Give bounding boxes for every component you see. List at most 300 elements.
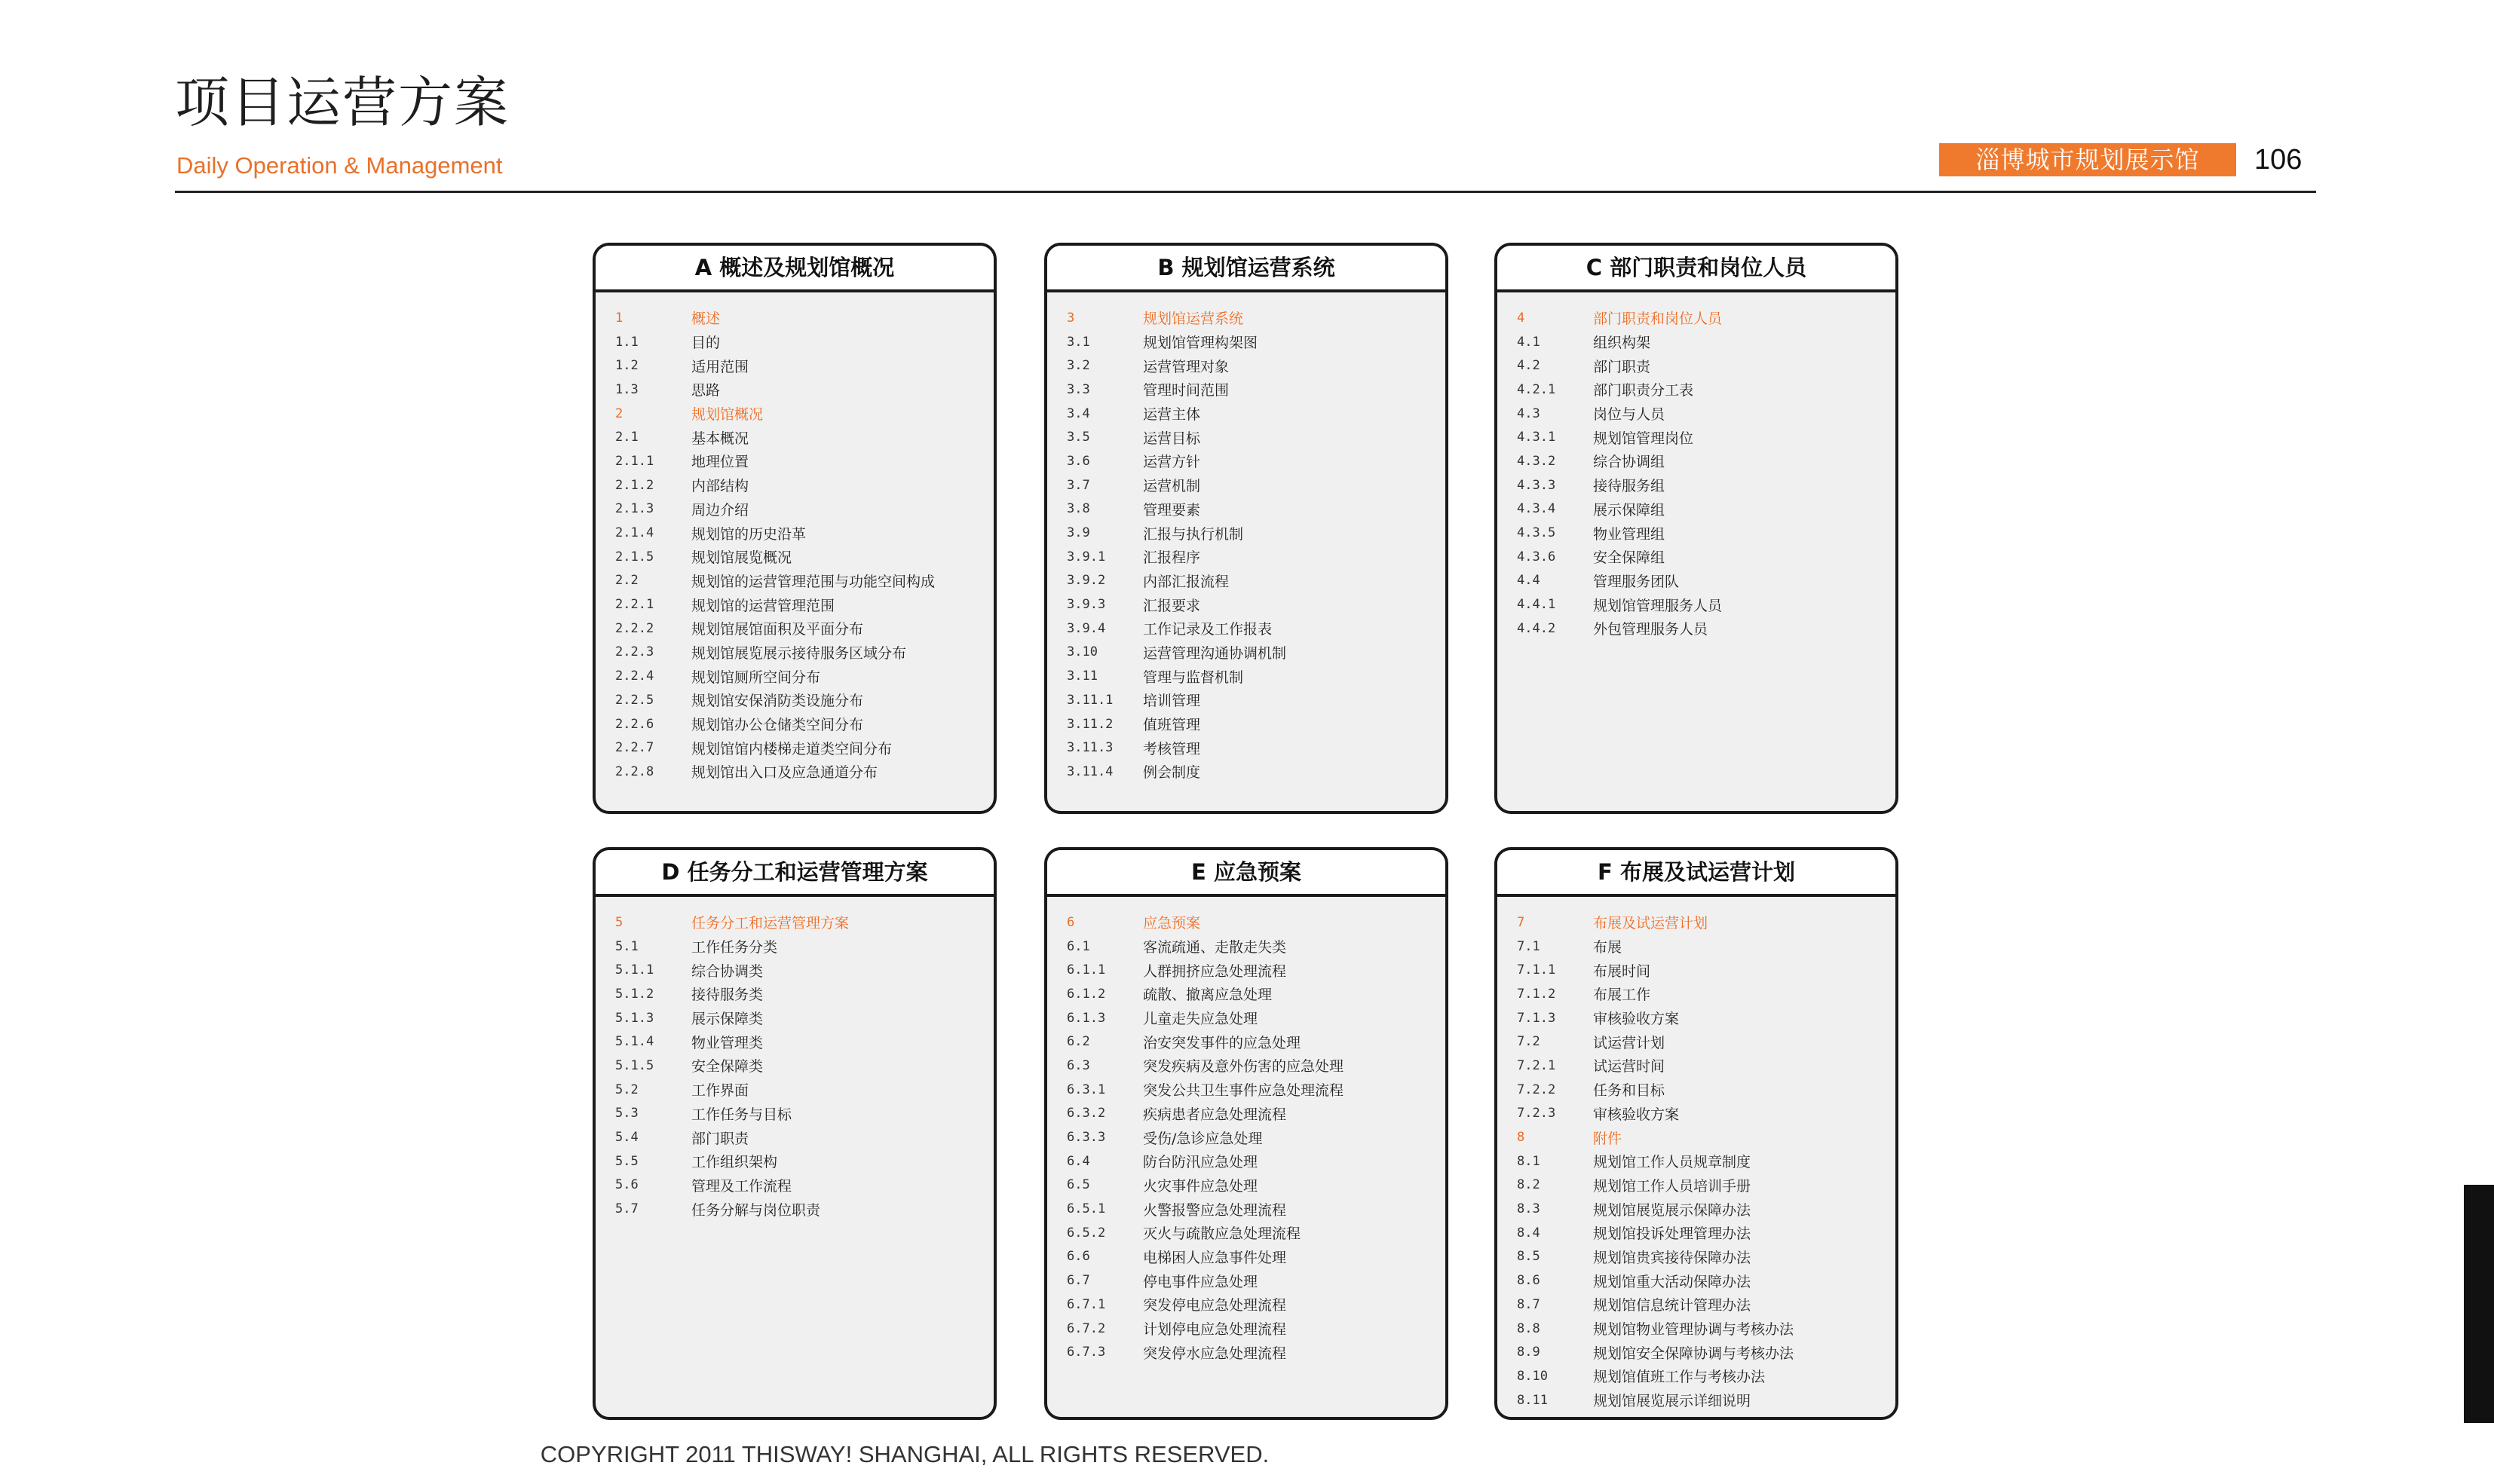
toc-entry-label: 规划馆重大活动保障办法 xyxy=(1593,1273,1751,1290)
toc-entry-label: 任务分解与岗位职责 xyxy=(691,1201,821,1219)
toc-entry-label: 规划馆管理构架图 xyxy=(1143,335,1258,352)
toc-entry xyxy=(1067,569,1445,593)
toc-entry xyxy=(1067,1149,1445,1173)
toc-entry-number: 3.11.4 xyxy=(1067,763,1114,779)
toc-entry xyxy=(615,1197,994,1221)
panel-title: B 规划馆运营系统 xyxy=(1047,246,1445,292)
toc-entry xyxy=(1067,1125,1445,1149)
toc-entry-label: 外包管理服务人员 xyxy=(1593,621,1708,638)
toc-entry-label: 规划馆安全保障协调与考核办法 xyxy=(1593,1345,1794,1362)
toc-entry-label: 内部汇报流程 xyxy=(1143,573,1230,590)
toc-entry-label: 火灾事件应急处理 xyxy=(1143,1177,1258,1195)
panel-body xyxy=(1497,292,1895,641)
toc-entry xyxy=(1517,1006,1895,1030)
toc-entry xyxy=(1517,353,1895,378)
toc-entry xyxy=(1067,353,1445,378)
toc-entry xyxy=(615,1030,994,1054)
toc-panel-b xyxy=(1044,243,1448,814)
toc-entry-label: 管理及工作流程 xyxy=(691,1177,792,1195)
toc-entry-label: 试运营时间 xyxy=(1593,1058,1665,1076)
toc-entry xyxy=(1517,425,1895,449)
toc-entry-label: 部门职责 xyxy=(691,1130,749,1147)
toc-entry-label: 试运营计划 xyxy=(1593,1034,1665,1051)
toc-entry-label: 规划馆值班工作与考核办法 xyxy=(1593,1369,1766,1386)
toc-entry-number: 3.4 xyxy=(1067,405,1090,421)
toc-entry-label: 附件 xyxy=(1593,1130,1622,1147)
toc-entry-label: 组织构架 xyxy=(1593,335,1651,352)
toc-entry xyxy=(1067,473,1445,497)
toc-entry-label: 管理服务团队 xyxy=(1593,573,1680,590)
toc-entry-label: 适用范围 xyxy=(691,358,749,375)
toc-entry xyxy=(1067,958,1445,982)
toc-entry xyxy=(1067,1197,1445,1221)
toc-entry-number: 4.3 xyxy=(1517,405,1540,421)
toc-entry xyxy=(1067,736,1445,760)
panel-title: F 布展及试运营计划 xyxy=(1497,850,1895,897)
toc-entry-number: 2.2.8 xyxy=(615,763,654,779)
toc-entry xyxy=(615,688,994,712)
toc-entry xyxy=(615,449,994,473)
toc-entry xyxy=(1067,982,1445,1006)
toc-entry-label: 规划馆运营系统 xyxy=(1143,311,1244,328)
toc-entry-number: 3.11 xyxy=(1067,669,1098,684)
toc-entry xyxy=(1067,402,1445,426)
toc-entry-number: 2.2 xyxy=(615,573,639,589)
toc-entry-label: 规划馆安保消防类设施分布 xyxy=(691,693,864,710)
toc-entry-label: 汇报与执行机制 xyxy=(1143,525,1244,543)
toc-entry-number: 5.1.1 xyxy=(615,962,654,978)
toc-entry xyxy=(1067,760,1445,784)
toc-entry-number: 6.3.1 xyxy=(1067,1082,1106,1097)
toc-entry xyxy=(615,736,994,760)
toc-entry xyxy=(615,712,994,736)
toc-entry xyxy=(1067,592,1445,617)
toc-entry xyxy=(1067,641,1445,665)
toc-entry-number: 4.4.2 xyxy=(1517,620,1556,636)
panel-body xyxy=(1047,897,1445,1364)
toc-entry-number: 2 xyxy=(615,405,624,421)
toc-entry xyxy=(1067,1030,1445,1054)
toc-entry-number: 6.7.2 xyxy=(1067,1320,1106,1336)
toc-entry-number: 7.2.2 xyxy=(1517,1082,1556,1097)
toc-entry-label: 值班管理 xyxy=(1143,717,1201,734)
toc-entry-number: 8.9 xyxy=(1517,1345,1540,1360)
toc-entry-label: 例会制度 xyxy=(1143,764,1201,782)
toc-entry-number: 2.1.2 xyxy=(615,477,654,493)
toc-entry xyxy=(615,378,994,402)
toc-entry-label: 培训管理 xyxy=(1143,693,1201,710)
toc-entry-label: 审核验收方案 xyxy=(1593,1106,1680,1123)
toc-entry xyxy=(615,545,994,569)
toc-entry xyxy=(1517,378,1895,402)
toc-entry-label: 布展及试运营计划 xyxy=(1593,915,1708,932)
toc-entry-label: 内部结构 xyxy=(691,478,749,495)
toc-entry-label: 治安突发事件的应急处理 xyxy=(1143,1034,1301,1051)
toc-entry xyxy=(1517,1364,1895,1388)
toc-entry-number: 4.3.6 xyxy=(1517,549,1556,565)
toc-entry-label: 规划馆管理服务人员 xyxy=(1593,597,1723,614)
toc-entry xyxy=(1067,378,1445,402)
toc-entry-number: 3.9.4 xyxy=(1067,620,1106,636)
toc-entry-number: 2.1.5 xyxy=(615,549,654,565)
toc-section-heading xyxy=(1517,910,1895,935)
toc-entry xyxy=(615,521,994,545)
panel-title: C 部门职责和岗位人员 xyxy=(1497,246,1895,292)
toc-entry-label: 布展时间 xyxy=(1593,962,1651,980)
toc-entry-number: 6.1 xyxy=(1067,938,1090,954)
toc-entry xyxy=(1067,1293,1445,1317)
toc-entry xyxy=(1067,1340,1445,1364)
toc-entry-label: 规划馆展馆面积及平面分布 xyxy=(691,621,864,638)
toc-entry-label: 规划馆的运营管理范围与功能空间构成 xyxy=(691,573,936,590)
toc-entry-number: 1 xyxy=(615,310,624,326)
toc-entry-number: 1.1 xyxy=(615,334,639,350)
toc-entry xyxy=(1067,935,1445,959)
toc-entry-number: 8.3 xyxy=(1517,1201,1540,1217)
toc-entry-label: 突发疾病及意外伤害的应急处理 xyxy=(1143,1058,1344,1076)
toc-entry-label: 运营主体 xyxy=(1143,406,1201,424)
toc-entry-number: 6.5 xyxy=(1067,1177,1090,1193)
toc-section-heading xyxy=(1517,1125,1895,1149)
toc-entry xyxy=(615,641,994,665)
toc-entry-number: 4 xyxy=(1517,310,1525,326)
toc-entry-label: 工作任务分类 xyxy=(691,939,778,956)
toc-entry-label: 计划停电应急处理流程 xyxy=(1143,1321,1287,1339)
toc-entry xyxy=(615,425,994,449)
toc-entry-number: 3.6 xyxy=(1067,453,1090,469)
toc-entry-label: 受伤/急诊应急处理 xyxy=(1143,1130,1263,1147)
toc-entry-label: 疾病患者应急处理流程 xyxy=(1143,1106,1287,1123)
toc-entry xyxy=(1067,1054,1445,1078)
toc-entry-number: 4.3.2 xyxy=(1517,453,1556,469)
toc-entry-number: 2.2.6 xyxy=(615,716,654,732)
copyright-footer: COPYRIGHT 2011 THISWAY! SHANGHAI, ALL RIGHTS RESERVED. xyxy=(540,1441,1270,1467)
toc-entry-number: 4.3.4 xyxy=(1517,501,1556,517)
toc-entry xyxy=(1067,664,1445,688)
toc-entry-number: 6 xyxy=(1067,914,1075,930)
toc-entry-number: 3.3 xyxy=(1067,381,1090,397)
toc-entry-label: 规划馆出入口及应急通道分布 xyxy=(691,764,878,782)
toc-entry-number: 6.3.2 xyxy=(1067,1106,1106,1121)
toc-entry-label: 管理时间范围 xyxy=(1143,382,1230,399)
toc-entry-label: 工作界面 xyxy=(691,1082,749,1100)
toc-entry-label: 部门职责分工表 xyxy=(1593,382,1694,399)
toc-entry-label: 人群拥挤应急处理流程 xyxy=(1143,962,1287,980)
panel-body xyxy=(1047,292,1445,784)
toc-entry xyxy=(615,1006,994,1030)
toc-entry-number: 6.1.1 xyxy=(1067,962,1106,978)
toc-entry xyxy=(1517,521,1895,545)
toc-entry-label: 任务分工和运营管理方案 xyxy=(691,915,850,932)
toc-entry xyxy=(615,473,994,497)
toc-entry xyxy=(1517,1293,1895,1317)
toc-entry-number: 3.11.2 xyxy=(1067,716,1114,732)
toc-section-heading xyxy=(1517,306,1895,330)
toc-entry xyxy=(615,353,994,378)
toc-entry xyxy=(615,1173,994,1198)
toc-entry-label: 运营管理对象 xyxy=(1143,358,1230,375)
toc-entry-label: 规划馆概况 xyxy=(691,406,764,424)
toc-entry xyxy=(615,569,994,593)
toc-panel-c xyxy=(1494,243,1898,814)
toc-entry-number: 4.2 xyxy=(1517,358,1540,374)
toc-entry xyxy=(1067,1006,1445,1030)
project-name-badge: 淄博城市规划展示馆 xyxy=(1939,143,2236,176)
toc-entry-label: 接待服务组 xyxy=(1593,478,1665,495)
toc-entry-number: 3.5 xyxy=(1067,430,1090,445)
toc-entry-label: 电梯困人应急事件处理 xyxy=(1143,1249,1287,1266)
toc-entry-number: 6.2 xyxy=(1067,1034,1090,1050)
toc-entry-number: 4.3.5 xyxy=(1517,525,1556,541)
toc-entry xyxy=(615,664,994,688)
toc-entry xyxy=(615,1054,994,1078)
toc-entry-number: 8 xyxy=(1517,1130,1525,1146)
toc-entry-label: 物业管理类 xyxy=(691,1034,764,1051)
panel-title: D 任务分工和运营管理方案 xyxy=(596,850,994,897)
toc-entry-number: 6.5.1 xyxy=(1067,1201,1106,1217)
toc-entry-label: 客流疏通、走散走失类 xyxy=(1143,939,1287,956)
toc-section-heading xyxy=(615,402,994,426)
toc-entry xyxy=(1067,425,1445,449)
toc-entry-number: 2.2.5 xyxy=(615,692,654,708)
toc-entry xyxy=(1517,1340,1895,1364)
toc-entry xyxy=(1517,497,1895,522)
toc-entry-label: 审核验收方案 xyxy=(1593,1011,1680,1028)
toc-entry xyxy=(1067,1102,1445,1126)
toc-entry xyxy=(1517,1054,1895,1078)
toc-entry-label: 安全保障类 xyxy=(691,1058,764,1076)
panel-title: A 概述及规划馆概况 xyxy=(596,246,994,292)
toc-entry-label: 基本概况 xyxy=(691,430,749,447)
toc-entry-number: 4.4.1 xyxy=(1517,597,1556,613)
toc-entry-number: 5.3 xyxy=(615,1106,639,1121)
toc-entry-label: 工作组织架构 xyxy=(691,1154,778,1171)
toc-entry xyxy=(1067,1173,1445,1198)
toc-entry xyxy=(1067,521,1445,545)
toc-entry-number: 5.7 xyxy=(615,1201,639,1217)
toc-entry xyxy=(1517,1197,1895,1221)
toc-entry xyxy=(1067,545,1445,569)
toc-section-heading xyxy=(1067,306,1445,330)
toc-entry-number: 2.1 xyxy=(615,430,639,445)
toc-entry-number: 6.5.2 xyxy=(1067,1225,1106,1241)
toc-entry-label: 概述 xyxy=(691,311,721,328)
toc-entry-label: 物业管理组 xyxy=(1593,525,1665,543)
toc-entry-label: 运营管理沟通协调机制 xyxy=(1143,644,1287,662)
panel-body xyxy=(596,292,994,784)
toc-entry-label: 综合协调类 xyxy=(691,962,764,980)
toc-entry-label: 运营方针 xyxy=(1143,454,1201,471)
toc-entry-number: 2.1.1 xyxy=(615,453,654,469)
toc-entry xyxy=(1517,545,1895,569)
toc-entry-number: 8.10 xyxy=(1517,1368,1548,1384)
toc-entry-number: 4.3.1 xyxy=(1517,430,1556,445)
toc-entry-label: 规划馆馆内楼梯走道类空间分布 xyxy=(691,740,893,757)
toc-entry xyxy=(1517,1245,1895,1269)
toc-entry-number: 2.1.4 xyxy=(615,525,654,541)
toc-entry-number: 3.9.2 xyxy=(1067,573,1106,589)
toc-entry-label: 规划馆展览展示详细说明 xyxy=(1593,1393,1751,1410)
toc-entry xyxy=(615,497,994,522)
toc-entry xyxy=(615,1125,994,1149)
toc-entry xyxy=(615,982,994,1006)
toc-entry-label: 火警报警应急处理流程 xyxy=(1143,1201,1287,1219)
toc-entry-number: 5.1.3 xyxy=(615,1010,654,1026)
toc-entry xyxy=(1517,592,1895,617)
toc-entry-number: 5.1 xyxy=(615,938,639,954)
toc-entry-label: 规划馆的历史沿革 xyxy=(691,525,807,543)
toc-entry xyxy=(1067,617,1445,641)
toc-entry-label: 规划馆的运营管理范围 xyxy=(691,597,835,614)
toc-entry xyxy=(615,617,994,641)
toc-entry-number: 5.5 xyxy=(615,1153,639,1169)
toc-entry-number: 3.11.1 xyxy=(1067,692,1114,708)
panel-body xyxy=(596,897,994,1221)
toc-entry-label: 汇报要求 xyxy=(1143,597,1201,614)
toc-entry-label: 规划馆展览展示保障办法 xyxy=(1593,1201,1751,1219)
toc-entry-number: 6.4 xyxy=(1067,1153,1090,1169)
page-number: 106 xyxy=(2254,144,2303,176)
toc-entry xyxy=(615,330,994,354)
toc-entry-number: 2.2.4 xyxy=(615,669,654,684)
toc-entry xyxy=(615,592,994,617)
toc-entry-number: 6.3 xyxy=(1067,1057,1090,1073)
toc-entry xyxy=(615,1078,994,1102)
toc-entry-number: 8.11 xyxy=(1517,1392,1548,1408)
toc-entry-number: 8.1 xyxy=(1517,1153,1540,1169)
toc-entry-number: 6.6 xyxy=(1067,1249,1090,1265)
toc-entry-number: 8.8 xyxy=(1517,1320,1540,1336)
toc-entry-label: 展示保障组 xyxy=(1593,501,1665,519)
toc-entry-number: 4.4 xyxy=(1517,573,1540,589)
toc-entry-number: 6.1.2 xyxy=(1067,986,1106,1002)
toc-entry-number: 7.1 xyxy=(1517,938,1540,954)
toc-entry-label: 布展 xyxy=(1593,939,1622,956)
toc-entry xyxy=(615,760,994,784)
toc-entry xyxy=(1067,688,1445,712)
toc-entry xyxy=(615,1102,994,1126)
toc-entry-label: 规划馆投诉处理管理办法 xyxy=(1593,1225,1751,1243)
toc-entry-number: 3 xyxy=(1067,310,1075,326)
toc-entry xyxy=(1067,1268,1445,1293)
panel-title: E 应急预案 xyxy=(1047,850,1445,897)
toc-entry xyxy=(615,1149,994,1173)
toc-section-heading xyxy=(615,306,994,330)
toc-entry xyxy=(1517,1078,1895,1102)
toc-entry-number: 8.6 xyxy=(1517,1273,1540,1289)
toc-entry xyxy=(615,935,994,959)
toc-entry-number: 2.1.3 xyxy=(615,501,654,517)
toc-entry-number: 3.1 xyxy=(1067,334,1090,350)
toc-entry-label: 管理与监督机制 xyxy=(1143,669,1244,686)
toc-entry-label: 考核管理 xyxy=(1143,740,1201,757)
toc-entry-label: 汇报程序 xyxy=(1143,549,1201,567)
toc-entry xyxy=(1517,330,1895,354)
toc-entry-label: 防台防汛应急处理 xyxy=(1143,1154,1258,1171)
toc-entry xyxy=(1517,1149,1895,1173)
toc-entry xyxy=(1517,1317,1895,1341)
toc-entry xyxy=(1067,1317,1445,1341)
toc-entry-label: 突发停水应急处理流程 xyxy=(1143,1345,1287,1362)
toc-entry-number: 1.3 xyxy=(615,381,639,397)
toc-entry-number: 3.9.3 xyxy=(1067,597,1106,613)
toc-entry-label: 规划馆物业管理协调与考核办法 xyxy=(1593,1321,1794,1339)
toc-entry-number: 7.1.1 xyxy=(1517,962,1556,978)
toc-entry-number: 6.7.3 xyxy=(1067,1345,1106,1360)
toc-entry-number: 4.1 xyxy=(1517,334,1540,350)
toc-entry-number: 1.2 xyxy=(615,358,639,374)
toc-entry-label: 应急预案 xyxy=(1143,915,1201,932)
toc-entry-label: 规划馆工作人员培训手册 xyxy=(1593,1177,1751,1195)
toc-entry-number: 4.2.1 xyxy=(1517,381,1556,397)
toc-entry-label: 规划馆展览概况 xyxy=(691,549,792,567)
toc-entry-label: 接待服务类 xyxy=(691,987,764,1004)
toc-entry-label: 疏散、撤离应急处理 xyxy=(1143,987,1273,1004)
toc-entry-number: 5.6 xyxy=(615,1177,639,1193)
toc-entry-number: 7.2 xyxy=(1517,1034,1540,1050)
toc-entry-label: 思路 xyxy=(691,382,721,399)
toc-entry xyxy=(1517,1173,1895,1198)
toc-entry-number: 3.8 xyxy=(1067,501,1090,517)
toc-entry xyxy=(1517,958,1895,982)
toc-entry-label: 工作记录及工作报表 xyxy=(1143,621,1273,638)
toc-entry-number: 6.1.3 xyxy=(1067,1010,1106,1026)
toc-entry xyxy=(1067,497,1445,522)
toc-panel-e xyxy=(1044,847,1448,1420)
toc-entry-label: 规划馆办公仓储类空间分布 xyxy=(691,717,864,734)
toc-entry-label: 地理位置 xyxy=(691,454,749,471)
toc-entry-number: 7.2.3 xyxy=(1517,1106,1556,1121)
toc-entry xyxy=(1517,1388,1895,1412)
toc-entry-number: 8.2 xyxy=(1517,1177,1540,1193)
toc-entry-number: 7.1.3 xyxy=(1517,1010,1556,1026)
toc-section-heading xyxy=(615,910,994,935)
toc-entry-label: 运营机制 xyxy=(1143,478,1201,495)
toc-entry-label: 突发停电应急处理流程 xyxy=(1143,1297,1287,1314)
toc-entry-label: 儿童走失应急处理 xyxy=(1143,1011,1258,1028)
page-subtitle: Daily Operation & Management xyxy=(176,152,503,179)
toc-entry-label: 突发公共卫生事件应急处理流程 xyxy=(1143,1082,1344,1100)
toc-entry xyxy=(1517,473,1895,497)
toc-entry-label: 规划馆工作人员规章制度 xyxy=(1593,1154,1751,1171)
toc-entry xyxy=(1067,1221,1445,1245)
toc-entry-number: 6.7.1 xyxy=(1067,1296,1106,1312)
toc-entry-number: 7 xyxy=(1517,914,1525,930)
toc-entry xyxy=(1067,712,1445,736)
toc-entry-label: 部门职责 xyxy=(1593,358,1651,375)
toc-panel-a xyxy=(593,243,997,814)
toc-entry-number: 4.3.3 xyxy=(1517,477,1556,493)
toc-entry xyxy=(1517,617,1895,641)
toc-entry-number: 6.3.3 xyxy=(1067,1130,1106,1146)
toc-entry-number: 7.1.2 xyxy=(1517,986,1556,1002)
toc-entry xyxy=(1517,982,1895,1006)
toc-entry-label: 运营目标 xyxy=(1143,430,1201,447)
toc-entry-number: 5.2 xyxy=(615,1082,639,1097)
toc-entry-number: 8.4 xyxy=(1517,1225,1540,1241)
toc-entry-number: 2.2.1 xyxy=(615,597,654,613)
toc-entry xyxy=(1517,569,1895,593)
toc-entry-number: 3.11.3 xyxy=(1067,740,1114,756)
toc-entry-number: 8.5 xyxy=(1517,1249,1540,1265)
toc-entry-number: 5.1.4 xyxy=(615,1034,654,1050)
toc-entry xyxy=(1067,330,1445,354)
toc-entry xyxy=(1067,1245,1445,1269)
toc-entry-number: 2.2.3 xyxy=(615,644,654,660)
toc-entry-number: 2.2.2 xyxy=(615,620,654,636)
toc-entry-label: 规划馆厕所空间分布 xyxy=(691,669,821,686)
toc-entry xyxy=(1067,1078,1445,1102)
